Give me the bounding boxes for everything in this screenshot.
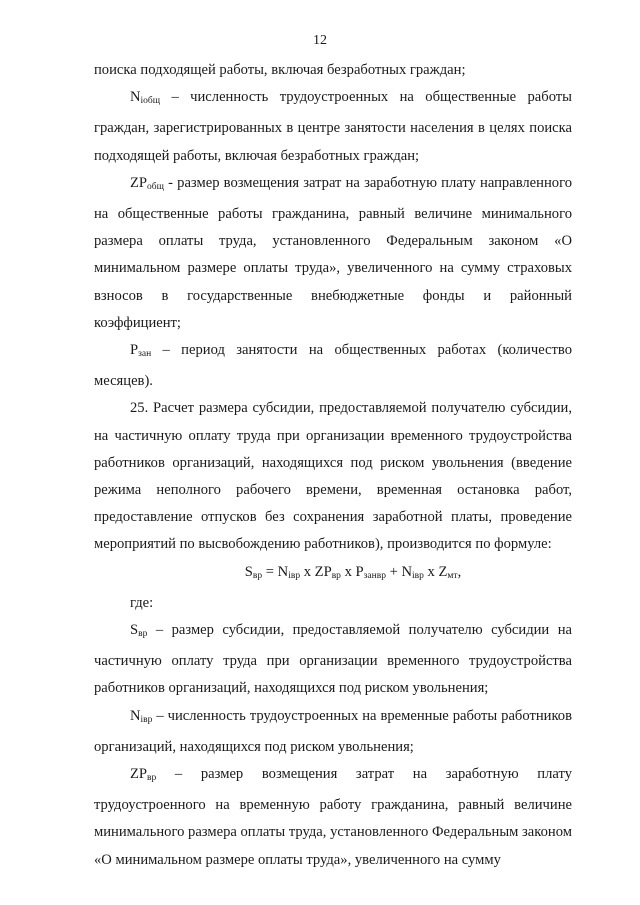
symbol: N xyxy=(130,707,141,724)
definition-text: – период занятости на общественных работах (количество месяцев). xyxy=(94,342,572,390)
symbol: N xyxy=(130,89,141,106)
definition-s-vr xyxy=(94,617,572,703)
symbol-subscript: зан xyxy=(138,349,152,360)
definition-zp-vr xyxy=(94,761,572,874)
symbol-subscript: вр xyxy=(138,629,148,640)
formula: $S_{вр} = N_{iвр}$ x $ZP_{вр}$ x $P_{занвр} + N_{iвр}$ x $Z_{мт}$, xyxy=(244,563,462,581)
definition-text: – размер возмещения затрат на заработную плату трудоустроенного на временную работу гражданина, равный величине минимального размера оплаты труда, установленного Федеральным законом «О минимальном размере оплаты труда», увеличенного на сумму xyxy=(94,766,572,868)
definition-text: - размер возмещения затрат на заработную плату направленного на общественные работы гражданина, равный величине минимального размера оплаты труда, установленного Федеральным законом «О минимальном размере оплаты труда», увеличенного на сумму страховых взносов в государственные внебюджетные фонды и районный коэффициент; xyxy=(94,174,572,331)
symbol-subscript: вр xyxy=(147,773,157,784)
definition-text: – численность трудоустроенных на временные работы работников организаций, находящихся под риском увольнения; xyxy=(94,707,572,755)
paragraph-continuation: поиска подходящей работы, включая безработных граждан; xyxy=(94,62,466,78)
symbol: S xyxy=(130,622,139,639)
symbol-subscript: iобщ xyxy=(140,96,161,107)
where-label: где: xyxy=(130,594,154,611)
definition-zp-obsh xyxy=(94,170,572,337)
symbol: ZP xyxy=(130,174,148,191)
definition-text: – численность трудоустроенных на общественные работы граждан, зарегистрированных в центре занятости населения в целях поиска подходящей работы, включая безработных граждан; xyxy=(94,89,572,164)
document-body xyxy=(94,57,572,874)
symbol-subscript: общ xyxy=(147,181,164,192)
definition-text: – размер субсидии, предоставляемой получателю субсидии на частичную оплату труда при организации временного трудоустройства работников организаций, находящихся под риском увольнения; xyxy=(94,622,572,697)
clause-25: 25. Расчет размера субсидии, предоставляемой получателю субсидии, на частичную оплату труда при организации временного трудоустройства работников организаций, находящихся под риском увольнения (введение режима неполного рабочего времени, временная остановка работ, предоставление отпусков без сохранения заработной платы, проведение мероприятий по высвобождению работников), производится по формуле: xyxy=(94,400,572,553)
page-number: 12 xyxy=(313,33,327,48)
definition-n-ivr xyxy=(94,703,572,761)
definition-p-zan xyxy=(94,337,572,395)
definition-n-iobsh xyxy=(94,84,572,170)
symbol: ZP xyxy=(130,766,148,783)
symbol: P xyxy=(130,342,139,359)
symbol-subscript: iвр xyxy=(140,714,153,725)
